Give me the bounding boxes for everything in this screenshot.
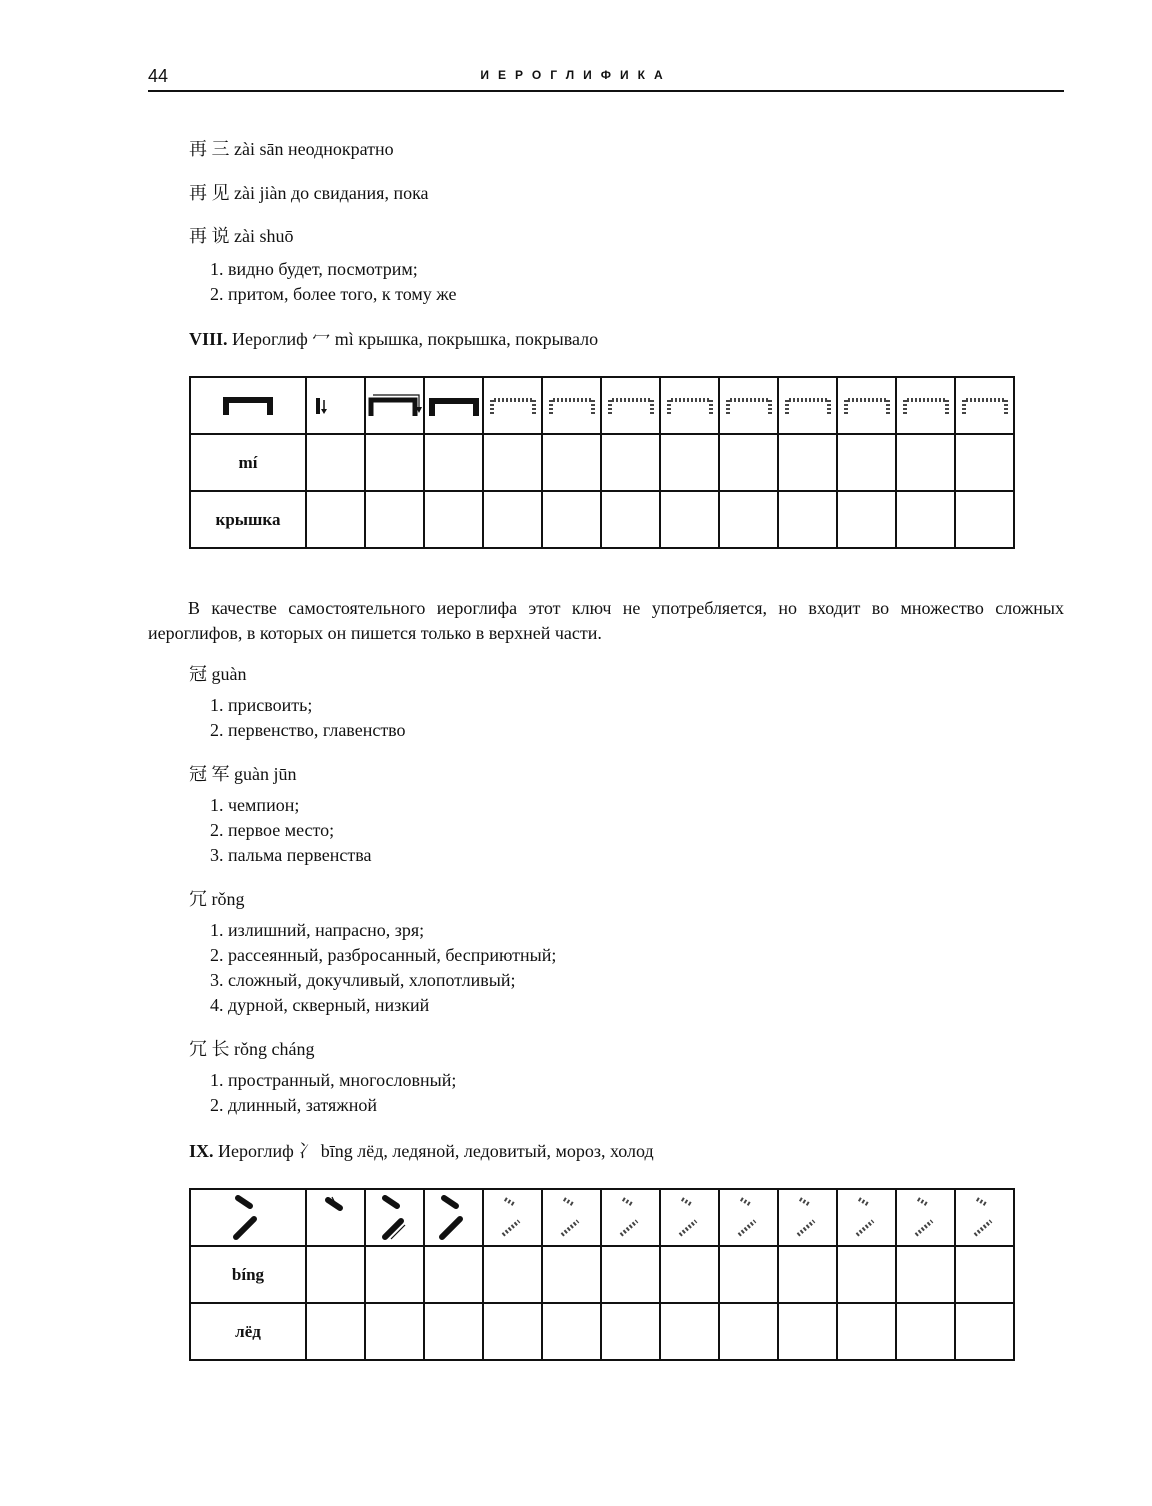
practice-cell[interactable] <box>365 491 424 548</box>
entry-guan-jun: 冠 军 guàn jūn <box>189 764 297 784</box>
practice-cell[interactable] <box>955 1303 1014 1360</box>
practice-cell[interactable] <box>719 434 778 491</box>
sense-line: 2. первое место; <box>210 820 335 840</box>
sense-line: 2. длинный, затяжной <box>210 1095 378 1115</box>
practice-cell[interactable] <box>542 434 601 491</box>
section-viii-heading: VIII. Иероглиф 冖 mì крышка, покрышка, покрывало <box>189 329 599 349</box>
sense-line: 1. пространный, многословный; <box>210 1070 457 1090</box>
trace-cell <box>483 377 542 434</box>
practice-cell[interactable] <box>719 491 778 548</box>
sense-line: 2. притом, более того, к тому же <box>210 284 457 304</box>
practice-cell[interactable] <box>424 1246 483 1303</box>
practice-cell[interactable] <box>837 1303 896 1360</box>
trace-cell <box>778 1189 837 1246</box>
practice-cell[interactable] <box>365 1303 424 1360</box>
practice-cell[interactable] <box>837 1246 896 1303</box>
practice-cell[interactable] <box>424 491 483 548</box>
practice-cell[interactable] <box>601 1303 660 1360</box>
practice-cell[interactable] <box>896 434 955 491</box>
stroke-step-2-icon <box>365 377 424 434</box>
radical-bing-icon <box>190 1189 306 1246</box>
practice-cell[interactable] <box>955 1246 1014 1303</box>
practice-cell[interactable] <box>483 434 542 491</box>
practice-cell[interactable] <box>660 434 719 491</box>
sense-line: 2. рассеянный, разбросанный, бесприютный; <box>210 945 557 965</box>
practice-grid-ix <box>189 1188 1015 1361</box>
practice-cell[interactable] <box>955 491 1014 548</box>
trace-cell <box>601 1189 660 1246</box>
practice-cell[interactable] <box>306 1246 365 1303</box>
page-number: 44 <box>148 66 169 86</box>
practice-cell[interactable] <box>424 434 483 491</box>
grid-meaning-label: крышка <box>190 491 306 548</box>
sense-line: 4. дурной, скверный, низкий <box>210 995 430 1015</box>
trace-cell <box>719 377 778 434</box>
practice-cell[interactable] <box>542 491 601 548</box>
trace-cell <box>542 1189 601 1246</box>
practice-cell[interactable] <box>660 491 719 548</box>
trace-cell <box>778 377 837 434</box>
practice-cell[interactable] <box>365 1246 424 1303</box>
trace-cell <box>719 1189 778 1246</box>
trace-cell <box>896 377 955 434</box>
trace-cell <box>955 377 1014 434</box>
stroke-step-1-icon <box>306 1189 365 1246</box>
practice-cell[interactable] <box>365 434 424 491</box>
trace-cell <box>660 377 719 434</box>
practice-cell[interactable] <box>483 491 542 548</box>
trace-cell <box>837 1189 896 1246</box>
entry-zai-san: 再 三 zài sān неоднократно <box>189 139 394 159</box>
stroke-step-1-icon <box>306 377 365 434</box>
body-paragraph: В качестве самостоятельного иероглифа этот ключ не употребляется, но входит во множество сложных иероглифов, в которых он пишется только в верхней части. <box>148 598 1064 643</box>
entry-zai-jian: 再 见 zài jiàn до свидания, пока <box>189 183 429 203</box>
practice-cell[interactable] <box>542 1246 601 1303</box>
sense-line: 1. присвоить; <box>210 695 313 715</box>
sense-line: 3. сложный, докучливый, хлопотливый; <box>210 970 516 990</box>
trace-cell <box>601 377 660 434</box>
trace-cell <box>542 377 601 434</box>
trace-cell <box>955 1189 1014 1246</box>
trace-cell <box>837 377 896 434</box>
practice-cell[interactable] <box>483 1246 542 1303</box>
practice-cell[interactable] <box>306 434 365 491</box>
practice-cell[interactable] <box>837 491 896 548</box>
practice-grid-viii <box>189 376 1015 549</box>
running-title: ИЕРОГЛИФИКА <box>480 68 672 82</box>
entry-rong-chang: 冗 长 rǒng cháng <box>189 1039 315 1059</box>
sense-line: 3. пальма первенства <box>210 845 372 865</box>
entry-zai-shuo: 再 说 zài shuō <box>189 226 294 246</box>
practice-cell[interactable] <box>837 434 896 491</box>
sense-line: 2. первенство, главенство <box>210 720 406 740</box>
practice-cell[interactable] <box>778 1303 837 1360</box>
practice-cell[interactable] <box>306 491 365 548</box>
practice-cell[interactable] <box>483 1303 542 1360</box>
sense-line: 1. чемпион; <box>210 795 300 815</box>
trace-cell <box>896 1189 955 1246</box>
entry-guan: 冠 guàn <box>189 664 247 684</box>
stroke-full-icon <box>424 1189 483 1246</box>
practice-cell[interactable] <box>896 1303 955 1360</box>
grid-pinyin-label: mí <box>190 434 306 491</box>
trace-cell <box>660 1189 719 1246</box>
practice-cell[interactable] <box>542 1303 601 1360</box>
sense-line: 1. видно будет, посмотрим; <box>210 259 418 279</box>
practice-cell[interactable] <box>719 1303 778 1360</box>
practice-cell[interactable] <box>778 1246 837 1303</box>
radical-mi-icon <box>190 377 306 434</box>
grid-pinyin-label: bíng <box>190 1246 306 1303</box>
practice-cell[interactable] <box>601 1246 660 1303</box>
practice-cell[interactable] <box>955 434 1014 491</box>
stroke-step-2-icon <box>365 1189 424 1246</box>
grid-meaning-label: лёд <box>190 1303 306 1360</box>
practice-cell[interactable] <box>778 434 837 491</box>
section-ix-heading: IX. Иероглиф 冫 bīng лёд, ледяной, ледовитый, мороз, холод <box>189 1141 654 1161</box>
practice-cell[interactable] <box>660 1303 719 1360</box>
practice-cell[interactable] <box>719 1246 778 1303</box>
trace-cell <box>483 1189 542 1246</box>
practice-cell[interactable] <box>660 1246 719 1303</box>
stroke-full-icon <box>424 377 483 434</box>
header-rule <box>148 90 1064 92</box>
practice-cell[interactable] <box>896 1246 955 1303</box>
practice-cell[interactable] <box>306 1303 365 1360</box>
sense-line: 1. излишний, напрасно, зря; <box>210 920 425 940</box>
practice-cell[interactable] <box>778 491 837 548</box>
practice-cell[interactable] <box>424 1303 483 1360</box>
practice-cell[interactable] <box>601 434 660 491</box>
practice-cell[interactable] <box>601 491 660 548</box>
practice-cell[interactable] <box>896 491 955 548</box>
entry-rong: 冗 rǒng <box>189 889 245 909</box>
